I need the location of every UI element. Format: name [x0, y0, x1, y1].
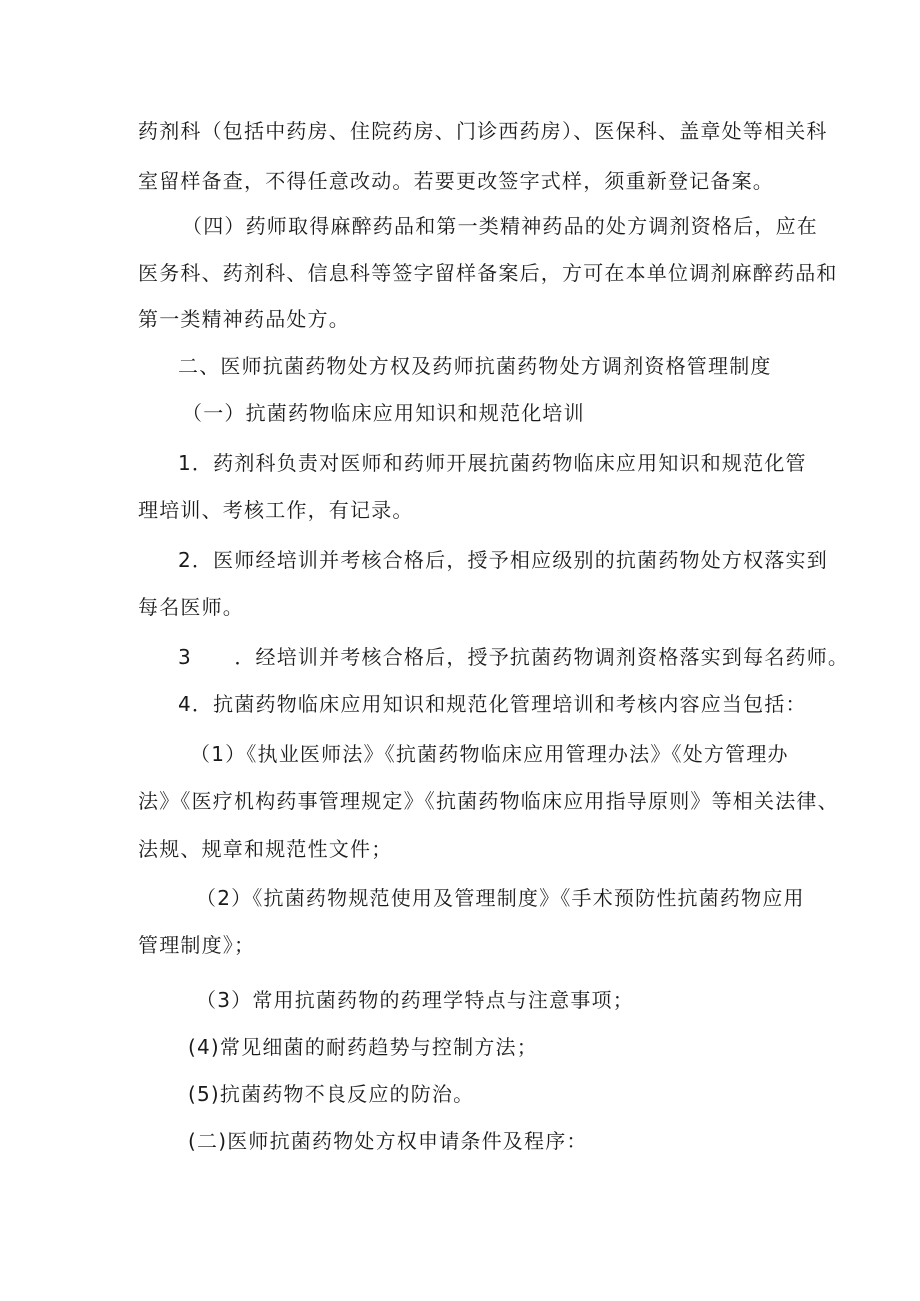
list-item: 2．医师经培训并考核合格后，授予相应级别的抗菌药物处方权落实到 [178, 548, 828, 572]
section-heading: 二、医师抗菌药物处方权及药师抗菌药物处方调剂资格管理制度 [178, 354, 772, 378]
list-item: (4)常见细菌的耐药趋势与控制方法； [188, 1035, 538, 1059]
list-item: （3）常用抗菌药物的药理学特点与注意事项； [196, 988, 634, 1012]
list-item: 3 ．经培训并考核合格后，授予抗菌药物调剂资格落实到每名药师。 [178, 645, 850, 669]
paragraph-line: 医务科、药剂科、信息科等签字留样备案后，方可在本单位调剂麻醉药品和 [138, 261, 838, 285]
paragraph-line: （四）药师取得麻醉药品和第一类精神药品的处方调剂资格后，应在 [182, 214, 818, 238]
list-item: （2）《抗菌药物规范使用及管理制度》《手术预防性抗菌药物应用 [196, 886, 805, 910]
subsection-heading: (二)医师抗菌药物处方权申请条件及程序： [188, 1129, 588, 1153]
paragraph-line: 每名医师。 [138, 595, 244, 619]
paragraph-line: 药剂科（包括中药房、住院药房、门诊西药房）、医保科、盖章处等相关科 [138, 119, 828, 143]
paragraph-line: 管理制度》； [138, 933, 256, 957]
paragraph-line: 第一类精神药品处方。 [138, 307, 350, 331]
list-item: 1．药剂科负责对医师和药师开展抗菌药物临床应用知识和规范化管 [178, 451, 807, 475]
paragraph-line: 室留样备查，不得任意改动。若要更改签字式样，须重新登记备案。 [138, 169, 774, 193]
list-item: （1）《执业医师法》《抗菌药物临床应用管理办法》《处方管理办 [190, 742, 789, 766]
paragraph-line: 法》《医疗机构药事管理规定》《抗菌药物临床应用指导原则》等相关法律、 [138, 789, 839, 813]
subsection-heading: （一）抗菌药物临床应用知识和规范化培训 [182, 401, 585, 425]
paragraph-line: 法规、规章和规范性文件； [138, 837, 393, 861]
paragraph-line: 理培训、考核工作，有记录。 [138, 498, 414, 522]
list-item: 4．抗菌药物临床应用知识和规范化管理培训和考核内容应当包括： [178, 692, 807, 716]
list-item: (5)抗菌药物不良反应的防治。 [188, 1082, 475, 1106]
